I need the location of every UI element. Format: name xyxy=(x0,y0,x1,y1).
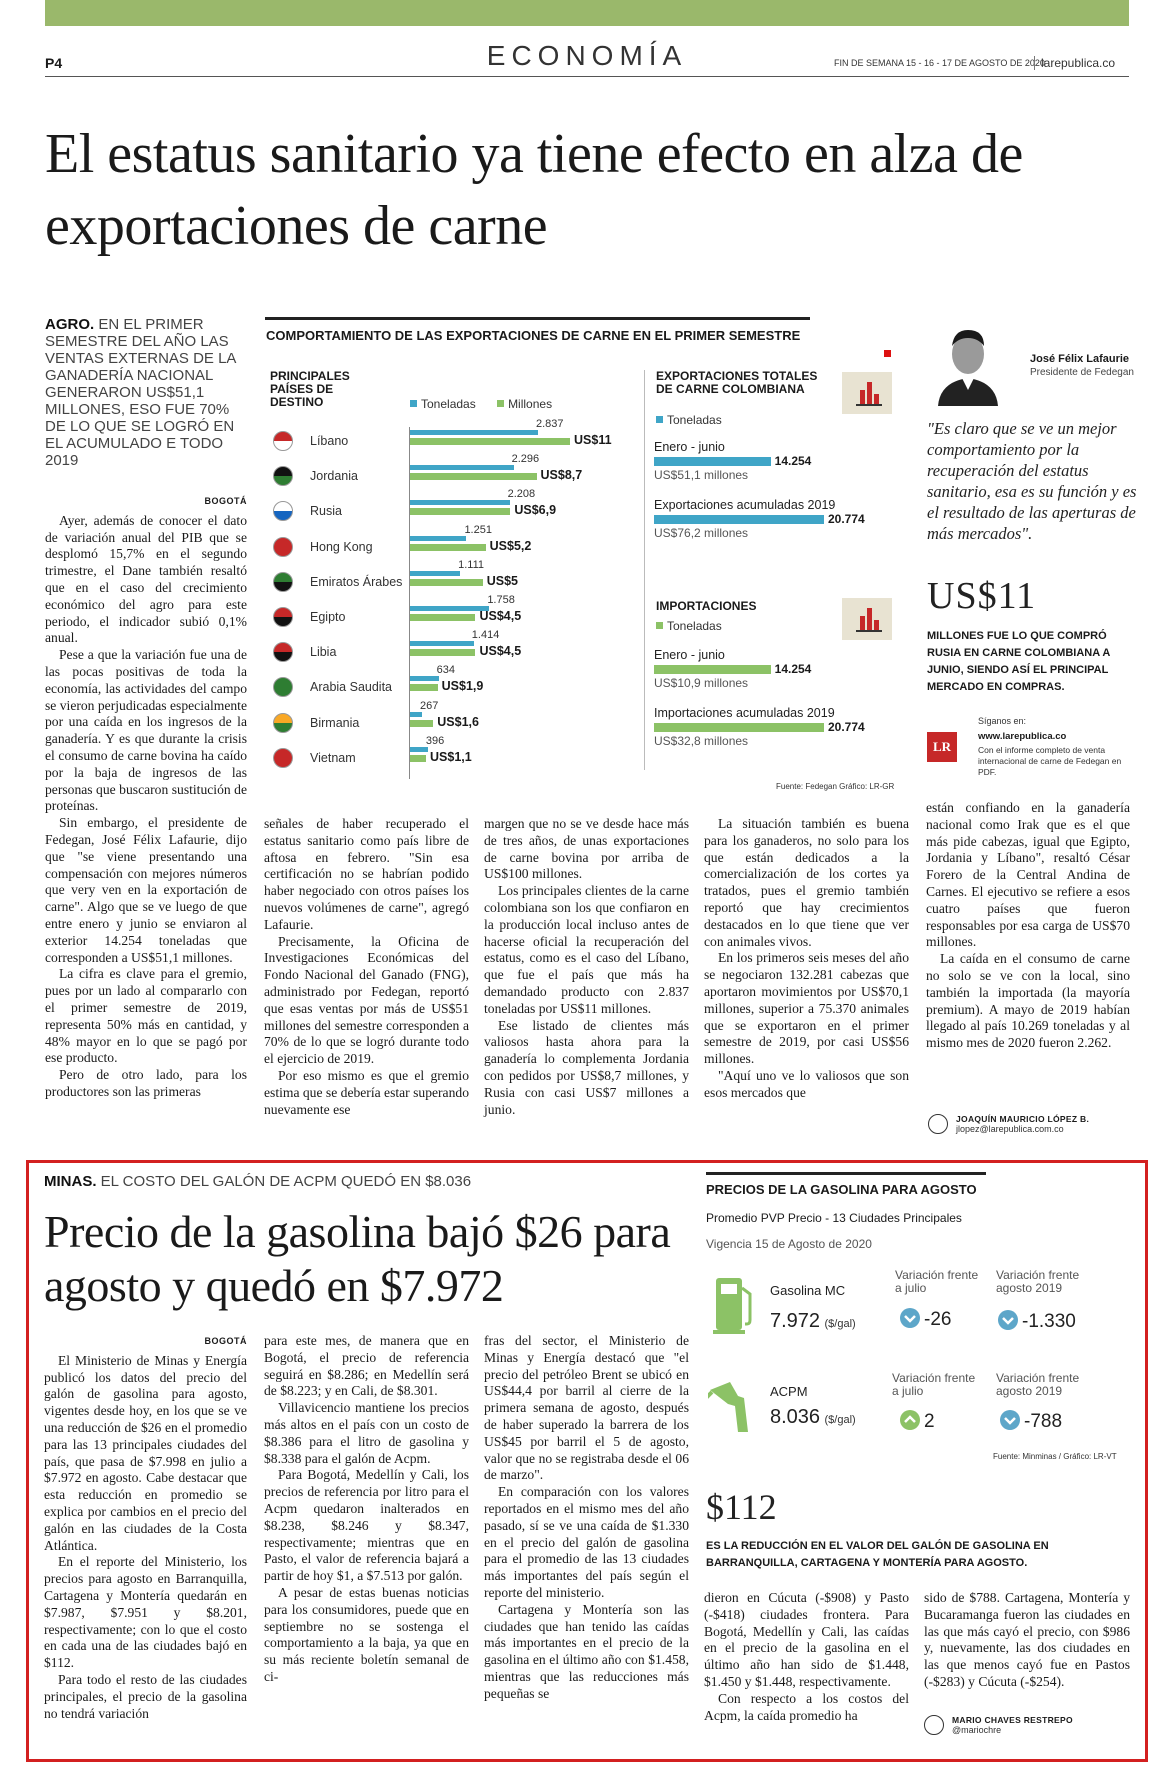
bar-millones-label: US$4,5 xyxy=(479,609,522,623)
bar-millones-label: US$8,7 xyxy=(540,468,583,483)
article2-column-2 xyxy=(264,1333,469,1686)
bar-millones-label: US$11 xyxy=(574,433,612,447)
bar-toneladas xyxy=(410,465,514,470)
paragraph: para este mes, de manera que en Bogotá, el precio de referencia seguirá en $8.286; en Medellín será de $8.223; y en Cali, de $8.301. xyxy=(264,1333,469,1399)
lede-tag: AGRO. xyxy=(45,316,95,333)
legend-swatch xyxy=(656,622,663,629)
country-name: Emiratos Árabes xyxy=(310,574,403,589)
gas-price: 7.972 xyxy=(770,1310,821,1332)
imports-title: IMPORTACIONES xyxy=(656,599,757,613)
paragraph: margen que no se ve desde hace más de tres años, de unas exportaciones de carne bovina por arriba de US$100 millones. xyxy=(484,816,689,882)
bar-toneladas xyxy=(410,606,489,611)
article1-column-2 xyxy=(264,816,469,1118)
chevron-down-icon xyxy=(998,1310,1018,1330)
lr-logo: LR xyxy=(927,732,957,762)
legend-swatch-toneladas xyxy=(410,400,417,407)
chart-divider xyxy=(644,370,645,770)
bar-chart-icon xyxy=(842,598,892,640)
flag-icon xyxy=(273,501,293,521)
chart-legend xyxy=(410,397,552,411)
highlight-note: MILLONES FUE LO QUE COMPRÓ RUSIA EN CARNE COLOMBIANA A JUNIO, SIENDO ASÍ EL PRINCIPAL MERCADO EN COMPRAS. xyxy=(927,630,1110,693)
red-marker xyxy=(884,350,891,357)
highlight-number: $112 xyxy=(706,1487,777,1527)
gas-var-2019 xyxy=(998,1310,1076,1333)
paragraph: Para Bogotá, Medellín y Cali, los precios de referencia por litro para el Acpm quedaron inalterados en $8.238, $8.246 y $8.347, respectivamente; mientras que en Pasto, el valor de referencia bajará a partir de hoy $1, a $7.513 por galón. xyxy=(264,1467,469,1584)
bar-millones-label: US$6,9 xyxy=(514,503,557,518)
follow-site[interactable]: www.larepublica.co xyxy=(978,731,1067,742)
delta-value: -788 xyxy=(1024,1411,1063,1432)
totals-rows xyxy=(654,440,894,540)
bar-millones xyxy=(410,438,570,445)
dateline: FIN DE SEMANA 15 - 16 - 17 DE AGOSTO DE 2020 xyxy=(834,58,1045,68)
chart-source: Fuente: Fedegan Gráfico: LR-GR xyxy=(776,782,895,791)
flag-icon xyxy=(273,748,293,768)
article2-lede xyxy=(44,1173,471,1190)
chevron-down-icon xyxy=(1000,1410,1020,1430)
page-number: P4 xyxy=(45,55,63,71)
legend-label: Millones xyxy=(508,397,553,411)
delta-value: -26 xyxy=(924,1309,952,1330)
author-handle[interactable]: @mariochre xyxy=(952,1725,1002,1735)
country-name: Jordania xyxy=(310,469,358,484)
section-title: ECONOMÍA xyxy=(486,40,688,71)
site-link[interactable]: larepublica.co xyxy=(1034,56,1115,70)
pen-icon xyxy=(924,1715,944,1735)
flag-icon xyxy=(273,537,293,557)
legend-label: Toneladas xyxy=(667,413,722,427)
fuel-nozzle-icon xyxy=(708,1376,764,1439)
country-name: Birmania xyxy=(310,715,360,730)
acpm-price: 8.036 xyxy=(770,1406,821,1428)
paragraph: Pero de otro lado, para los productores son las primeras xyxy=(45,1067,247,1099)
paragraph: La cifra es clave para el gremio, pues por un lado al compararlo con el primer semestre de 2019, representa 50% más en cantidad, y 48% mayor en lo que se pagó por ese producto. xyxy=(45,966,247,1066)
chart-title: COMPORTAMIENTO DE LAS EXPORTACIONES DE CARNE EN EL PRIMER SEMESTRE xyxy=(266,328,801,343)
bar-toneladas xyxy=(410,641,474,646)
bar-toneladas-label: 2.837 xyxy=(536,418,564,430)
paragraph: Pese a que la variación fue una de las pocas positivas de toda la economía, las actividades del campo se vieron perjudicadas especialmente por una caída en los ingresos de la ganadería. Y es que durante la crisis el consumo de carne bovina ha caído por la baja de ingresos de las personas que buscaron sustitución de proteínas. xyxy=(45,647,247,814)
gas-var-jul xyxy=(900,1308,951,1331)
country-name: Vietnam xyxy=(310,750,356,765)
imports-sub: US$10,9 millones xyxy=(654,676,749,690)
gas-label: Gasolina MC xyxy=(770,1283,846,1298)
acpm-var-jul xyxy=(900,1410,935,1433)
imports-value: 14.254 xyxy=(774,662,812,676)
country-row xyxy=(270,558,630,600)
bar-toneladas-label: 396 xyxy=(425,734,445,747)
article2-headline: Precio de la gasolina bajó $26 para agosto y quedó en $7.972 xyxy=(44,1206,671,1311)
fuel-vigencia: Vigencia 15 de Agosto de 2020 xyxy=(706,1237,872,1251)
bar-millones xyxy=(410,544,486,551)
bar-toneladas xyxy=(410,747,428,752)
paragraph: Ese listado de clientes más valiosos hasta ahora para la ganadería lo complementa Jordania con pedidos por US$8,7 millones, y Rusia con casi US$7 millones a junio. xyxy=(484,1017,689,1117)
bar-toneladas xyxy=(410,500,510,505)
flag-icon xyxy=(273,607,293,627)
bar-millones-label: US$5 xyxy=(486,573,518,588)
bar-toneladas-label: 2.296 xyxy=(511,453,540,466)
acpm-var-2019 xyxy=(1000,1410,1062,1433)
author-block xyxy=(924,1715,1124,1735)
country-row xyxy=(270,453,630,494)
bar-toneladas xyxy=(410,571,460,576)
author-name: MARIO CHAVES RESTREPO xyxy=(952,1715,1073,1725)
lede-text: EL COSTO DEL GALÓN DE ACPM QUEDÓ EN $8.036 xyxy=(100,1173,472,1190)
imports-row-label: Enero - junio xyxy=(654,648,725,662)
article2-column-3 xyxy=(484,1333,689,1703)
chevron-up-icon xyxy=(900,1410,920,1430)
paragraph: dieron en Cúcuta (-$908) y Pasto (-$418) ciudades frontera. Para Bogotá, Medellín y Cali, las caídas en el precio de la gasolina en el último año han sido de $1.448, $1.450 y $1.448, respectivamente. xyxy=(704,1590,909,1689)
header-divider xyxy=(45,76,1129,77)
price-unit: ($/gal) xyxy=(824,1414,856,1426)
bar-toneladas-label: 2.208 xyxy=(507,488,536,501)
fuel-top-rule xyxy=(706,1172,986,1175)
bar-toneladas-label: 267 xyxy=(420,699,439,712)
paragraph: Precisamente, la Oficina de Investigaciones Económicas del Fondo Nacional del Ganado (FNG), administrado por Fedegan, reportó que esas ventas por más de US$51 millones del semestre corresponden a 70% de lo que se logró durante todo el ejercicio de 2019. xyxy=(264,933,469,1067)
lede-tag: MINAS. xyxy=(44,1173,97,1190)
paragraph: Con respecto a los costos del Acpm, la caída promedio ha xyxy=(704,1690,909,1723)
acpm-price-block xyxy=(770,1406,856,1429)
paragraph: Para todo el resto de las ciudades principales, el precio de la gasolina no tendrá variación xyxy=(44,1671,247,1721)
country-name: Hong Kong xyxy=(310,539,373,554)
author-block xyxy=(928,1114,1128,1134)
flag-icon xyxy=(273,466,293,486)
country-row xyxy=(270,699,630,741)
paragraph: "Aquí uno ve lo valiosos que son esos mercados que xyxy=(704,1067,909,1100)
lede-text: EN EL PRIMER SEMESTRE DEL AÑO LAS VENTAS EXTERNAS DE LA GANADERÍA NACIONAL GENERARON US$51,1 MILLONES, ESO FUE 70% DE LO QUE SE LOGRÓ EN EL ACUMULADO E TODO 2019 xyxy=(45,316,236,469)
bar-millones-label: US$5,2 xyxy=(489,538,532,553)
bar-millones xyxy=(410,579,483,586)
paragraph: Los principales clientes de la carne colombiana son los que confiaron en la producción local incluso antes de hacerse oficial la recuperación del estatus, como es el caso del Líbano, que fue el país que más ha demandado producto con 2.837 toneladas por US$11 millones. xyxy=(484,883,689,1016)
bar-millones xyxy=(410,508,510,515)
country-row xyxy=(270,488,630,529)
country-name: Líbano xyxy=(310,434,349,448)
country-name: Libia xyxy=(310,645,337,660)
article1-column-3 xyxy=(484,816,689,1118)
author-email[interactable]: jlopez@larepublica.com.co xyxy=(956,1124,1064,1134)
paragraph: La caída en el consumo de carne no solo se ve con la local, sino también la importada (la mayoría premium). A mayo de 2019 habían llegado al país 10.269 toneladas y al mismo mes de 2020 fueron 2.262. xyxy=(926,951,1130,1051)
totals-bar-1 xyxy=(654,457,771,466)
var-label: Variación frente agosto 2019 xyxy=(996,1268,1080,1295)
bar-millones xyxy=(410,755,426,762)
country-name: Egipto xyxy=(310,610,346,624)
article1-column-5 xyxy=(926,800,1130,1052)
bar-millones xyxy=(410,473,537,480)
paragraph: La situación también es buena para los ganaderos, no solo para los que están dedicados a la comercialización de los cortes ya tratados, pues el gremio también reportó que hay crecimientos destacados en lo que tiene que ver con animales vivos. xyxy=(704,816,909,949)
paragraph: sido de $788. Cartagena, Montería y Bucaramanga fueron las ciudades en las que más cayó el precio, con $986 y, nuevamente, las dos ciudades en las que menos cayó fue en Pastos (-$283) y Cúcuta (-$254). xyxy=(924,1590,1130,1689)
country-row xyxy=(270,594,630,635)
bar-millones-label: US$1,9 xyxy=(441,679,484,694)
country-name: Rusia xyxy=(310,504,342,519)
chart-subtitle: PRINCIPALES PAÍSES DE DESTINO xyxy=(270,369,350,409)
bar-millones xyxy=(410,720,433,727)
paragraph: fras del sector, el Ministerio de Minas y Energía destacó que "el precio del petróleo Brent se ubicó en US$44,4 por barril al cierre de la primera semana de agosto, después de haber superado la barrera de los US$45 por barril el 5 de agosto, valor que no se registraba desde el 06 de marzo". xyxy=(484,1333,689,1483)
bar-toneladas-label: 1.251 xyxy=(464,523,492,536)
imports-bar-2 xyxy=(654,723,824,732)
flag-icon xyxy=(273,642,293,662)
totals-title: EXPORTACIONES TOTALES DE CARNE COLOMBIANA xyxy=(656,369,818,396)
imports-legend xyxy=(656,619,722,633)
chart-top-rule xyxy=(265,317,810,320)
place-label: BOGOTÁ xyxy=(204,496,247,506)
totals-legend xyxy=(656,413,722,427)
country-row xyxy=(270,664,630,705)
article1-column-1 xyxy=(45,493,247,1101)
fuel-subtitle: Promedio PVP Precio - 13 Ciudades Principales xyxy=(706,1211,962,1225)
legend-label: Toneladas xyxy=(667,619,722,633)
totals-row-label: Exportaciones acumuladas 2019 xyxy=(654,498,836,512)
article1-column-4 xyxy=(704,816,909,1102)
bar-millones xyxy=(410,649,475,656)
bar-toneladas xyxy=(410,536,466,541)
fuel-source: Fuente: Minminas / Gráfico: LR-VT xyxy=(993,1452,1117,1461)
imports-value: 20.774 xyxy=(828,720,865,734)
bar-toneladas xyxy=(410,712,422,717)
country-name: Arabia Saudita xyxy=(310,680,393,695)
article-lede xyxy=(45,316,245,469)
person-caption xyxy=(1030,353,1140,379)
imports-rows xyxy=(654,648,894,748)
paragraph: señales de haber recuperado el estatus sanitario como país libre de aftosa en febrero. "Sin esa certificación no se habrían podido haber negociado con otros países los nuevos volúmenes de carne", agregó Lafaurie. xyxy=(264,816,469,932)
legend-label: Toneladas xyxy=(421,397,476,411)
paragraph: En los primeros seis meses del año se negociaron 132.281 cabezas que aportaron movimientos por US$70,1 millones, superior a 75.370 animales que se exportaron en el primer semestre de 2019, por casi US$56 millones. xyxy=(704,950,909,1067)
place-label: BOGOTÁ xyxy=(204,1336,247,1346)
var-label: Variación frente agosto 2019 xyxy=(996,1371,1080,1398)
article2-column-1 xyxy=(44,1333,247,1722)
pull-quote: "Es claro que se ve un mejor comportamiento por la recuperación del estatus sanitario, esa es su función y es el resultado de las aperturas de más mercados". xyxy=(927,419,1137,543)
var-label: Variación frente a julio xyxy=(892,1371,976,1398)
imports-row-label: Importaciones acumuladas 2019 xyxy=(654,706,835,720)
delta-value: -1.330 xyxy=(1022,1311,1076,1332)
fuel-title: PRECIOS DE LA GASOLINA PARA AGOSTO xyxy=(706,1182,977,1197)
bar-millones xyxy=(410,614,475,621)
flag-icon xyxy=(273,572,293,592)
paragraph: están confiando en la ganadería nacional como Irak que es el que más pide cabezas, igual que Egipto, Jordania y Líbano", resaltó César Forero de la Central Andina de Carnes. El ejecutivo se refiere a esos cuatro países que fueron responsables por esa carga de US$70 millones. xyxy=(926,800,1130,950)
main-headline: El estatus sanitario ya tiene efecto en alza de exportaciones de carne xyxy=(45,123,1023,257)
imports-bar-1 xyxy=(654,665,771,674)
highlight-note: ES LA REDUCCIÓN EN EL VALOR DEL GALÓN DE GASOLINA EN BARRANQUILLA, CARTAGENA Y MONTERÍA PARA AGOSTO. xyxy=(706,1540,1049,1569)
totals-sub: US$76,2 millones xyxy=(654,526,749,540)
totals-row-label: Enero - junio xyxy=(654,440,725,454)
person-name: José Félix Lafaurie xyxy=(1030,353,1130,365)
totals-bar-2 xyxy=(654,515,824,524)
paragraph: Ayer, además de conocer el dato de variación anual del PIB que se desplomó 15,7% en el segundo trimestre, el Dane también resaltó que en el caso del crecimiento económico del agro para este periodo, el indicador subió 0,1% anual. xyxy=(45,512,247,646)
bar-toneladas-label: 634 xyxy=(436,664,455,677)
top-color-bar xyxy=(45,0,1129,26)
var-label: Variación frente a julio xyxy=(895,1268,979,1295)
flag-icon xyxy=(273,713,293,733)
delta-value: 2 xyxy=(924,1411,935,1432)
bar-toneladas-label: 1.111 xyxy=(458,558,485,571)
author-name: JOAQUÍN MAURICIO LÓPEZ B. xyxy=(956,1114,1090,1124)
price-unit: ($/gal) xyxy=(824,1318,856,1330)
bar-toneladas xyxy=(410,676,439,681)
paragraph: El Ministerio de Minas y Energía publicó los datos del precio del galón de gasolina para agosto, vigentes desde hoy, en los que se ve una reducción de $26 en el promedio para las 13 principales ciudades del país, que pasa de $7.998 en julio a $7.972 en agosto. Cabe destacar que esta reducción en promedio se explica por cambios en el precio del galón en las ciudades de la Costa Atlántica. xyxy=(44,1352,247,1553)
totals-value: 20.774 xyxy=(828,512,865,526)
bar-millones-label: US$1,1 xyxy=(430,749,472,764)
article2-column-4 xyxy=(704,1590,909,1724)
bar-chart-icon xyxy=(842,372,892,414)
article2-column-5 xyxy=(924,1590,1130,1691)
follow-label: Síganos en: xyxy=(978,716,1027,726)
legend-swatch-millones xyxy=(497,400,504,407)
paragraph: Cartagena y Montería son las ciudades que han tenido las caídas más importantes en el precio de la gasolina en el último año con $1.458, mientras que las reducciones más pequeñas se xyxy=(484,1601,689,1701)
bar-toneladas-label: 1.414 xyxy=(471,629,500,642)
paragraph: Villavicencio mantiene los precios más altos en el país con un costo de $8.386 para el litro de gasolina y $8.338 para el galón de Acpm. xyxy=(264,1400,469,1466)
gas-price-block xyxy=(770,1310,856,1333)
bar-toneladas-label: 1.758 xyxy=(487,594,515,606)
paragraph: Sin embargo, el presidente de Fedegan, José Félix Lafaurie, dijo que "se viene presentando una compensación con mejores números que very ven en la exportación de carne". Algo que se ve luego de que entre enero y junio se enviaron al exterior 14.254 toneladas que corresponden a US$51,1 millones. xyxy=(45,815,247,965)
gas-pump-icon xyxy=(712,1274,756,1341)
country-row xyxy=(270,418,630,459)
pen-icon xyxy=(928,1114,948,1134)
acpm-label: ACPM xyxy=(770,1384,808,1399)
flag-icon xyxy=(273,677,293,697)
totals-value: 14.254 xyxy=(774,454,812,468)
person-role: Presidente de Fedegan xyxy=(1030,367,1134,378)
chevron-down-icon xyxy=(900,1308,920,1328)
paragraph: En comparación con los valores reportados en el mismo mes del año pasado, sí se ve una caída de $1.330 en el precio del galón de gasolina para el promedio de las 13 ciudades más importantes del país según el reporte del ministerio. xyxy=(484,1484,689,1600)
bar-millones xyxy=(410,684,438,691)
paragraph: A pesar de estas buenas noticias para los consumidores, puede que en septiembre no se sostenga el comportamiento a la baja, ya que en su más reciente boletín semanal de ci- xyxy=(264,1584,469,1684)
highlight-number: US$11 xyxy=(927,575,1037,617)
paragraph: Por eso mismo es que el gremio estima que se debería estar superando nuevamente ese xyxy=(264,1067,469,1117)
legend-swatch xyxy=(656,416,663,423)
imports-sub: US$32,8 millones xyxy=(654,734,749,748)
country-row xyxy=(270,523,630,565)
person-photo xyxy=(928,316,1008,406)
flag-icon xyxy=(273,431,293,451)
country-row xyxy=(270,734,630,776)
bar-millones-label: US$1,6 xyxy=(437,714,479,729)
bar-millones-label: US$4,5 xyxy=(479,644,522,659)
paragraph: En el reporte del Ministerio, los precios para agosto en Barranquilla, Cartagena y Montería quedarán en $7.987, $7.951 y $8.201, respectivamente; con lo que el costo en cada una de las ciudades bajó en $112. xyxy=(44,1554,247,1671)
follow-text: Con el informe completo de venta internacional de carne de Fedegan en PDF. xyxy=(978,745,1122,777)
bar-toneladas xyxy=(410,430,538,435)
totals-sub: US$51,1 millones xyxy=(654,468,749,482)
